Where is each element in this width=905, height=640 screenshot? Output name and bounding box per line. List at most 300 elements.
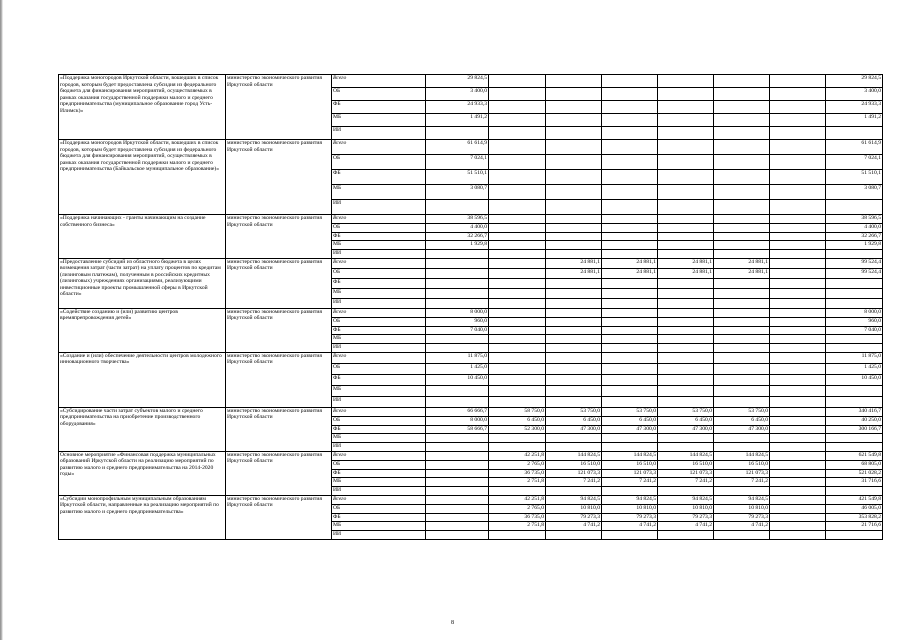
value-cell [546,531,602,540]
value-cell [770,326,826,335]
total-cell: 1 491,2 [826,114,883,127]
value-cell: 51 510,1 [426,170,489,185]
measure-description: «Субсидии монопрофильным муниципальным образованиям Иркутской области, направленные на реализацию мероприятий по развитию малого и среднего предпринимательства» [59,495,226,539]
funding-source: МБ [332,241,426,250]
value-cell: 58 750,0 [489,407,546,416]
value-cell: 47 300,0 [602,425,658,434]
value-cell [489,385,546,396]
total-cell: 421 549,8 [826,495,883,504]
value-cell [489,200,546,215]
value-cell [658,326,714,335]
value-cell [714,443,770,452]
value-cell: 10 810,0 [602,504,658,513]
funding-source: ОБ [332,223,426,232]
funding-source: ОБ [332,416,426,425]
value-cell: 58 666,7 [426,425,489,434]
value-cell [658,114,714,127]
funding-source: ИИ [332,443,426,452]
value-cell [714,75,770,88]
value-cell [770,522,826,531]
value-cell [546,75,602,88]
value-cell [770,232,826,241]
value-cell [602,127,658,140]
value-cell: 7 024,1 [426,155,489,170]
value-cell [658,335,714,344]
total-cell: 31 716,6 [826,478,883,487]
value-cell [426,460,489,469]
value-cell: 7 241,2 [602,478,658,487]
value-cell [714,335,770,344]
total-cell: 353 828,2 [826,513,883,522]
funding-source: Всего [332,75,426,88]
value-cell [602,298,658,308]
value-cell: 10 450,0 [426,374,489,385]
value-cell [714,140,770,155]
value-cell [489,170,546,185]
measure-description: «Создание и (или) обеспечение деятельности центров молодежного инновационного творчества» [59,352,226,407]
value-cell [770,200,826,215]
value-cell [489,298,546,308]
table-row [59,75,883,88]
value-cell [770,241,826,250]
value-cell: 1 491,2 [426,114,489,127]
total-cell: 21 716,6 [826,522,883,531]
value-cell [426,451,489,460]
value-cell [546,127,602,140]
value-cell [714,223,770,232]
value-cell [602,326,658,335]
responsible-executor: министерство экономического развития Иркутской области [226,215,332,259]
value-cell [770,513,826,522]
value-cell [658,250,714,259]
table-row [59,140,883,155]
value-cell [658,298,714,308]
value-cell: 3 400,0 [426,88,489,101]
total-cell: 8 000,0 [826,308,883,317]
value-cell [489,75,546,88]
value-cell [714,250,770,259]
value-cell [658,155,714,170]
value-cell [546,335,602,344]
value-cell: 6 450,0 [602,416,658,425]
funding-source: ОБ [332,317,426,326]
value-cell: 24 881,1 [602,268,658,278]
value-cell: 79 273,3 [714,513,770,522]
value-cell [602,344,658,353]
total-cell: 99 524,4 [826,258,883,268]
value-cell: 61 614,9 [426,140,489,155]
value-cell: 24 933,3 [426,101,489,114]
value-cell [489,114,546,127]
total-cell: 7 040,0 [826,326,883,335]
funding-source: МБ [332,114,426,127]
value-cell [770,101,826,114]
value-cell [489,288,546,298]
funding-source: Всего [332,258,426,268]
value-cell [770,487,826,496]
value-cell: 16 510,0 [714,460,770,469]
value-cell [658,278,714,288]
value-cell [658,241,714,250]
value-cell [602,185,658,200]
value-cell [489,317,546,326]
value-cell: 79 273,3 [546,513,602,522]
value-cell [546,101,602,114]
value-cell: 6 450,0 [546,416,602,425]
value-cell [602,215,658,224]
value-cell [546,326,602,335]
funding-source: ИИ [332,344,426,353]
value-cell: 121 073,3 [546,469,602,478]
value-cell [489,241,546,250]
value-cell [489,215,546,224]
value-cell [546,215,602,224]
value-cell [658,140,714,155]
value-cell [426,258,489,268]
value-cell [602,443,658,452]
funding-source: ФБ [332,326,426,335]
responsible-executor: министерство экономического развития Иркутской области [226,451,332,495]
value-cell [426,531,489,540]
value-cell [546,278,602,288]
funding-source: ОБ [332,363,426,374]
value-cell [714,114,770,127]
value-cell [489,308,546,317]
value-cell [426,495,489,504]
value-cell [602,114,658,127]
value-cell [658,531,714,540]
value-cell: 94 824,5 [658,495,714,504]
value-cell [714,344,770,353]
value-cell [546,374,602,385]
value-cell [770,215,826,224]
value-cell [658,288,714,298]
funding-source: ИИ [332,250,426,259]
value-cell [546,155,602,170]
value-cell: 24 881,1 [546,268,602,278]
value-cell [658,127,714,140]
value-cell [546,288,602,298]
value-cell [770,385,826,396]
value-cell [426,443,489,452]
value-cell [770,308,826,317]
value-cell [426,513,489,522]
value-cell: 52 300,0 [489,425,546,434]
funding-source: ФБ [332,425,426,434]
table-row [59,495,883,504]
value-cell [546,308,602,317]
funding-source: ОБ [332,268,426,278]
measure-description: «Предоставление субсидий из областного бюджета в целях возмещения затрат (части затрат) на уплату процентов по кредитам (лизинговым платежам), полученным в российских кредитных (лизинговых) учреждениях организациями, реализующими инвестиционные проекты промышленной сферы в Иркутской области» [59,258,226,308]
value-cell: 24 881,1 [714,258,770,268]
value-cell [714,127,770,140]
value-cell [658,170,714,185]
value-cell [489,344,546,353]
total-cell: 51 510,1 [826,170,883,185]
value-cell [426,127,489,140]
value-cell [602,317,658,326]
value-cell [770,407,826,416]
value-cell [426,478,489,487]
value-cell [770,469,826,478]
value-cell [426,487,489,496]
value-cell: 121 073,3 [602,469,658,478]
value-cell [770,88,826,101]
value-cell [770,451,826,460]
total-cell [826,335,883,344]
value-cell [489,352,546,363]
funding-source: ОБ [332,88,426,101]
value-cell [546,385,602,396]
value-cell [489,278,546,288]
value-cell [714,278,770,288]
value-cell [770,460,826,469]
value-cell: 16 510,0 [658,460,714,469]
value-cell [658,88,714,101]
responsible-executor: министерство экономического развития Иркутской области [226,140,332,215]
measure-description: «Поддержка начинающих - гранты начинающим на создание собственного бизнеса» [59,215,226,259]
value-cell [714,241,770,250]
value-cell [714,487,770,496]
measure-description: «Поддержка моногородов Иркутской области, вошедших в список городов, которым будет предоставлена субсидия из федерального бюджета для финансирования мероприятий, осуществляемых в рамках оказания государственной поддержки малого и среднего предпринимательства (Байкальское муниципальное образование)» [59,140,226,215]
responsible-executor: министерство экономического развития Иркутской области [226,407,332,451]
value-cell: 4 400,0 [426,223,489,232]
funding-source: ИИ [332,200,426,215]
funding-source: Всего [332,215,426,224]
funding-source: МБ [332,434,426,443]
value-cell [602,531,658,540]
value-cell: 29 824,5 [426,75,489,88]
value-cell: 94 824,5 [602,495,658,504]
value-cell: 7 241,2 [658,478,714,487]
value-cell [602,278,658,288]
value-cell [770,185,826,200]
value-cell: 7 040,0 [426,326,489,335]
value-cell [714,434,770,443]
value-cell [770,374,826,385]
value-cell: 10 810,0 [714,504,770,513]
value-cell: 4 741,2 [714,522,770,531]
total-cell [826,278,883,288]
value-cell: 1 425,0 [426,363,489,374]
table-row [59,258,883,268]
value-cell [546,443,602,452]
value-cell [426,200,489,215]
value-cell: 53 750,0 [658,407,714,416]
value-cell: 66 666,7 [426,407,489,416]
value-cell [426,396,489,407]
value-cell [546,185,602,200]
value-cell [489,185,546,200]
value-cell [489,140,546,155]
funding-source: ИИ [332,487,426,496]
value-cell [770,416,826,425]
value-cell [658,352,714,363]
value-cell [770,344,826,353]
total-cell [826,298,883,308]
total-cell [826,385,883,396]
value-cell [770,223,826,232]
value-cell [602,101,658,114]
value-cell [426,469,489,478]
responsible-executor: министерство экономического развития Иркутской области [226,352,332,407]
value-cell [426,385,489,396]
value-cell [658,101,714,114]
total-cell: 3 080,7 [826,185,883,200]
value-cell [714,288,770,298]
value-cell [489,101,546,114]
total-cell: 61 614,9 [826,140,883,155]
table-row [59,451,883,460]
funding-source: МБ [332,385,426,396]
total-cell: 521 028,2 [826,469,883,478]
value-cell: 2 765,0 [489,504,546,513]
value-cell: 32 266,7 [426,232,489,241]
value-cell [714,170,770,185]
value-cell [602,200,658,215]
responsible-executor: министерство экономического развития Иркутской области [226,75,332,140]
value-cell: 144 824,5 [714,451,770,460]
value-cell [714,155,770,170]
value-cell: 24 881,1 [546,258,602,268]
funding-source: Всего [332,451,426,460]
measure-description: «Субсидирование части затрат субъектов малого и среднего предпринимательства на приобретение производственного оборудования» [59,407,226,451]
value-cell [658,487,714,496]
value-cell: 4 741,2 [546,522,602,531]
value-cell: 79 273,3 [658,513,714,522]
value-cell [426,504,489,513]
value-cell [546,487,602,496]
total-cell [826,443,883,452]
value-cell [770,363,826,374]
value-cell: 144 824,5 [546,451,602,460]
value-cell: 42 251,8 [489,451,546,460]
value-cell [770,443,826,452]
value-cell: 7 241,2 [714,478,770,487]
funding-source: МБ [332,478,426,487]
value-cell: 4 741,2 [602,522,658,531]
funding-source: ФБ [332,374,426,385]
value-cell: 4 741,2 [658,522,714,531]
value-cell: 2 751,8 [489,522,546,531]
value-cell [602,385,658,396]
value-cell [426,250,489,259]
value-cell [770,114,826,127]
value-cell [546,352,602,363]
total-cell: 99 524,4 [826,268,883,278]
funding-source: Всего [332,352,426,363]
funding-source: Всего [332,407,426,416]
value-cell [489,268,546,278]
value-cell [546,170,602,185]
scan-edge [0,0,3,640]
value-cell [714,88,770,101]
value-cell: 6 450,0 [658,416,714,425]
value-cell [714,326,770,335]
value-cell [770,155,826,170]
value-cell: 11 875,0 [426,352,489,363]
value-cell: 24 881,1 [714,268,770,278]
total-cell: 11 875,0 [826,352,883,363]
value-cell [602,170,658,185]
value-cell: 16 510,0 [546,460,602,469]
value-cell [770,268,826,278]
value-cell [546,88,602,101]
total-cell [826,531,883,540]
value-cell [426,278,489,288]
value-cell [546,396,602,407]
total-cell: 40 250,0 [826,416,883,425]
value-cell: 42 251,8 [489,495,546,504]
value-cell: 47 300,0 [546,425,602,434]
value-cell [489,127,546,140]
value-cell [714,298,770,308]
total-cell: 68 805,0 [826,460,883,469]
value-cell [489,232,546,241]
value-cell [489,434,546,443]
value-cell: 144 824,5 [658,451,714,460]
value-cell [770,127,826,140]
total-cell: 1 425,0 [826,363,883,374]
total-cell: 300 166,7 [826,425,883,434]
value-cell: 36 735,0 [489,513,546,522]
budget-table [58,74,883,540]
value-cell [770,250,826,259]
value-cell: 6 450,0 [714,416,770,425]
funding-source: ОБ [332,460,426,469]
total-cell [826,200,883,215]
value-cell [714,363,770,374]
value-cell: 53 750,0 [714,407,770,416]
value-cell [658,308,714,317]
value-cell [602,241,658,250]
funding-source: ИИ [332,396,426,407]
total-cell: 24 933,3 [826,101,883,114]
value-cell [658,232,714,241]
value-cell [426,335,489,344]
value-cell [602,75,658,88]
value-cell [546,363,602,374]
value-cell: 36 735,0 [489,469,546,478]
value-cell [770,75,826,88]
value-cell [658,215,714,224]
value-cell [489,155,546,170]
value-cell: 47 300,0 [714,425,770,434]
funding-source: МБ [332,185,426,200]
funding-source: Всего [332,495,426,504]
value-cell [489,258,546,268]
value-cell [546,298,602,308]
value-cell [489,88,546,101]
total-cell [826,396,883,407]
funding-source: ИИ [332,127,426,140]
value-cell [602,396,658,407]
value-cell: 16 510,0 [602,460,658,469]
total-cell: 340 416,7 [826,407,883,416]
value-cell: 3 080,7 [426,185,489,200]
value-cell: 94 824,5 [546,495,602,504]
total-cell [826,487,883,496]
value-cell [546,232,602,241]
total-cell: 3 400,0 [826,88,883,101]
funding-source: ФБ [332,469,426,478]
total-cell: 38 596,5 [826,215,883,224]
value-cell [489,487,546,496]
value-cell: 8 000,0 [426,416,489,425]
value-cell [426,288,489,298]
value-cell [714,396,770,407]
value-cell [770,504,826,513]
